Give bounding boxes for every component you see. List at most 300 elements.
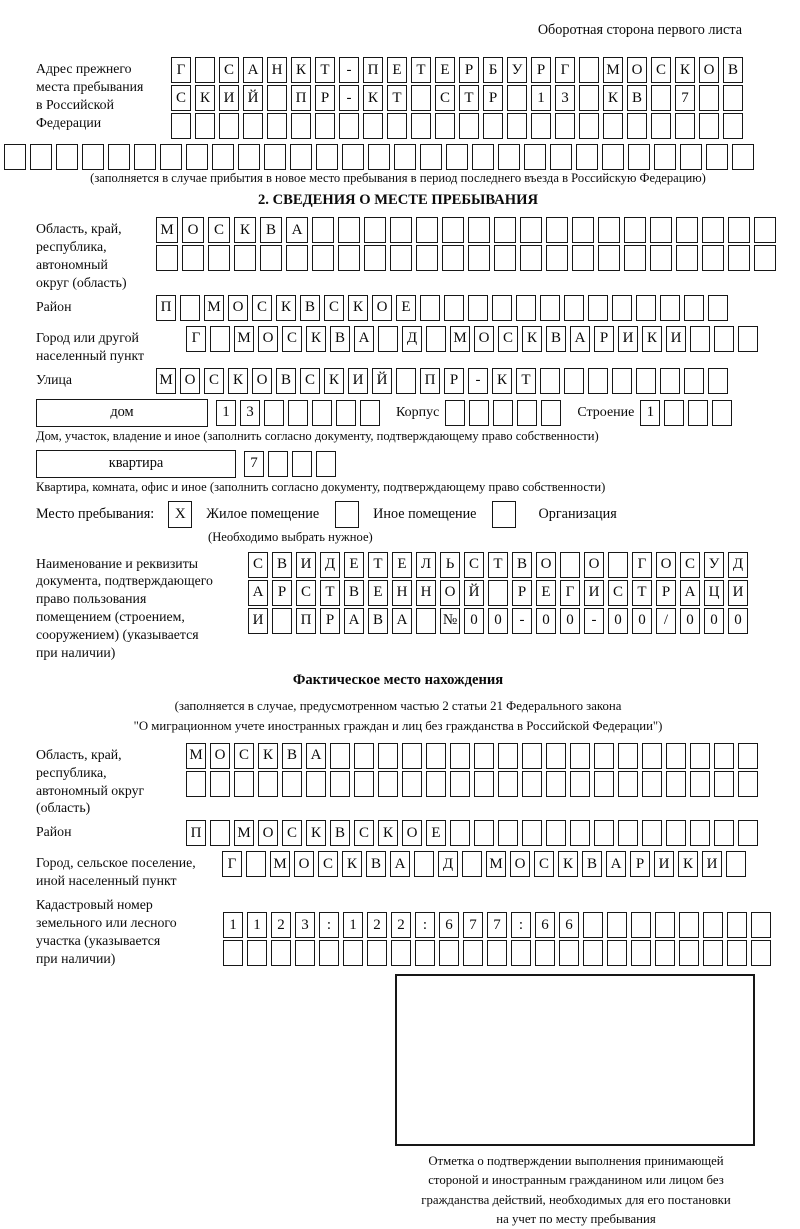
char-cell[interactable]	[727, 940, 747, 966]
char-cell[interactable]: Р	[272, 580, 292, 606]
char-cell[interactable]: К	[276, 295, 296, 321]
char-cell[interactable]	[507, 85, 527, 111]
char-cell[interactable]: Р	[630, 851, 650, 877]
char-cell[interactable]: К	[558, 851, 578, 877]
char-cell[interactable]	[546, 743, 566, 769]
char-cell[interactable]: К	[291, 57, 311, 83]
char-cell[interactable]: С	[464, 552, 484, 578]
char-cell[interactable]: С	[608, 580, 628, 606]
checkbox-organization[interactable]	[492, 501, 516, 528]
char-cell[interactable]	[411, 113, 431, 139]
char-cell[interactable]	[608, 552, 628, 578]
char-cell[interactable]	[493, 400, 513, 426]
char-cell[interactable]	[650, 245, 672, 271]
char-cell[interactable]	[498, 771, 518, 797]
char-cell[interactable]	[598, 245, 620, 271]
char-cell[interactable]: Г	[632, 552, 652, 578]
char-cell[interactable]	[612, 368, 632, 394]
char-cell[interactable]	[246, 851, 266, 877]
char-cell[interactable]: Г	[555, 57, 575, 83]
char-cell[interactable]	[684, 295, 704, 321]
char-cell[interactable]	[655, 912, 675, 938]
char-cell[interactable]	[468, 295, 488, 321]
char-cell[interactable]	[210, 326, 230, 352]
char-cell[interactable]	[469, 400, 489, 426]
char-cell[interactable]	[338, 217, 360, 243]
char-cell[interactable]	[751, 940, 771, 966]
char-cell[interactable]: 0	[488, 608, 508, 634]
char-cell[interactable]: И	[296, 552, 316, 578]
char-cell[interactable]	[714, 771, 734, 797]
char-cell[interactable]: 1	[216, 400, 236, 426]
char-cell[interactable]: О	[656, 552, 676, 578]
char-cell[interactable]	[498, 743, 518, 769]
char-cell[interactable]	[540, 295, 560, 321]
char-cell[interactable]	[450, 771, 470, 797]
char-cell[interactable]	[416, 245, 438, 271]
char-cell[interactable]: С	[282, 326, 302, 352]
char-cell[interactable]: И	[666, 326, 686, 352]
char-cell[interactable]	[378, 771, 398, 797]
char-cell[interactable]: О	[402, 820, 422, 846]
char-cell[interactable]	[474, 771, 494, 797]
char-cell[interactable]	[186, 144, 208, 170]
char-cell[interactable]	[208, 245, 230, 271]
char-cell[interactable]	[624, 217, 646, 243]
char-cell[interactable]	[627, 113, 647, 139]
char-cell[interactable]	[540, 368, 560, 394]
char-cell[interactable]	[522, 771, 542, 797]
char-cell[interactable]	[723, 85, 743, 111]
char-cell[interactable]: А	[606, 851, 626, 877]
char-cell[interactable]	[272, 608, 292, 634]
char-cell[interactable]: 2	[367, 912, 387, 938]
char-cell[interactable]	[343, 940, 363, 966]
char-cell[interactable]: Т	[459, 85, 479, 111]
char-cell[interactable]	[738, 326, 758, 352]
checkbox-other-premises[interactable]	[335, 501, 359, 528]
char-cell[interactable]	[598, 217, 620, 243]
char-cell[interactable]: /	[656, 608, 676, 634]
char-cell[interactable]	[583, 940, 603, 966]
char-cell[interactable]	[754, 245, 776, 271]
char-cell[interactable]: О	[228, 295, 248, 321]
char-cell[interactable]: И	[248, 608, 268, 634]
char-cell[interactable]: Ь	[440, 552, 460, 578]
char-cell[interactable]: И	[702, 851, 722, 877]
char-cell[interactable]: Д	[728, 552, 748, 578]
char-cell[interactable]: 0	[728, 608, 748, 634]
char-cell[interactable]: О	[210, 743, 230, 769]
char-cell[interactable]	[546, 771, 566, 797]
char-cell[interactable]: В	[330, 326, 350, 352]
char-cell[interactable]	[390, 245, 412, 271]
char-cell[interactable]	[594, 771, 614, 797]
char-cell[interactable]: В	[260, 217, 282, 243]
char-cell[interactable]: -	[468, 368, 488, 394]
char-cell[interactable]: О	[510, 851, 530, 877]
char-cell[interactable]	[378, 326, 398, 352]
char-cell[interactable]: С	[204, 368, 224, 394]
char-cell[interactable]	[330, 743, 350, 769]
char-cell[interactable]: Н	[392, 580, 412, 606]
char-cell[interactable]: У	[507, 57, 527, 83]
char-cell[interactable]	[579, 85, 599, 111]
char-cell[interactable]: 7	[463, 912, 483, 938]
char-cell[interactable]	[651, 113, 671, 139]
char-cell[interactable]: Н	[416, 580, 436, 606]
char-cell[interactable]: С	[324, 295, 344, 321]
char-cell[interactable]: В	[300, 295, 320, 321]
char-cell[interactable]	[258, 771, 278, 797]
char-cell[interactable]: 2	[391, 912, 411, 938]
char-cell[interactable]	[342, 144, 364, 170]
char-cell[interactable]	[666, 820, 686, 846]
char-cell[interactable]	[703, 940, 723, 966]
char-cell[interactable]: О	[258, 326, 278, 352]
char-cell[interactable]	[541, 400, 561, 426]
char-cell[interactable]	[628, 144, 650, 170]
char-cell[interactable]	[690, 743, 710, 769]
char-cell[interactable]: В	[627, 85, 647, 111]
char-cell[interactable]	[414, 851, 434, 877]
char-cell[interactable]: Д	[320, 552, 340, 578]
char-cell[interactable]	[631, 912, 651, 938]
char-cell[interactable]: И	[618, 326, 638, 352]
char-cell[interactable]	[588, 295, 608, 321]
char-cell[interactable]: Л	[416, 552, 436, 578]
char-cell[interactable]	[579, 113, 599, 139]
char-cell[interactable]	[282, 771, 302, 797]
char-cell[interactable]: М	[234, 820, 254, 846]
char-cell[interactable]	[732, 144, 754, 170]
char-cell[interactable]: Р	[320, 608, 340, 634]
char-cell[interactable]: Г	[186, 326, 206, 352]
char-cell[interactable]: П	[363, 57, 383, 83]
char-cell[interactable]	[312, 400, 332, 426]
char-cell[interactable]: 7	[675, 85, 695, 111]
char-cell[interactable]: М	[234, 326, 254, 352]
char-cell[interactable]: -	[339, 85, 359, 111]
char-cell[interactable]	[676, 245, 698, 271]
char-cell[interactable]: Р	[594, 326, 614, 352]
char-cell[interactable]	[666, 743, 686, 769]
char-cell[interactable]	[212, 144, 234, 170]
char-cell[interactable]: О	[372, 295, 392, 321]
char-cell[interactable]	[531, 113, 551, 139]
char-cell[interactable]	[396, 368, 416, 394]
char-cell[interactable]	[690, 326, 710, 352]
char-cell[interactable]: А	[243, 57, 263, 83]
char-cell[interactable]	[238, 144, 260, 170]
char-cell[interactable]: С	[252, 295, 272, 321]
char-cell[interactable]	[264, 400, 284, 426]
char-cell[interactable]	[316, 144, 338, 170]
char-cell[interactable]	[338, 245, 360, 271]
char-cell[interactable]: С	[318, 851, 338, 877]
char-cell[interactable]	[219, 113, 239, 139]
char-cell[interactable]	[651, 85, 671, 111]
char-cell[interactable]	[368, 144, 390, 170]
char-cell[interactable]: О	[294, 851, 314, 877]
char-cell[interactable]	[271, 940, 291, 966]
char-cell[interactable]	[247, 940, 267, 966]
char-cell[interactable]	[339, 113, 359, 139]
char-cell[interactable]: С	[680, 552, 700, 578]
char-cell[interactable]: Т	[488, 552, 508, 578]
char-cell[interactable]	[664, 400, 684, 426]
char-cell[interactable]: 6	[439, 912, 459, 938]
char-cell[interactable]	[210, 771, 230, 797]
char-cell[interactable]	[474, 820, 494, 846]
char-cell[interactable]	[243, 113, 263, 139]
char-cell[interactable]	[336, 400, 356, 426]
char-cell[interactable]	[468, 245, 490, 271]
char-cell[interactable]	[360, 400, 380, 426]
char-cell[interactable]: В	[723, 57, 743, 83]
char-cell[interactable]	[666, 771, 686, 797]
char-cell[interactable]	[728, 217, 750, 243]
char-cell[interactable]	[494, 217, 516, 243]
char-cell[interactable]: Р	[656, 580, 676, 606]
char-cell[interactable]	[420, 295, 440, 321]
char-cell[interactable]	[292, 451, 312, 477]
char-cell[interactable]	[688, 400, 708, 426]
char-cell[interactable]	[415, 940, 435, 966]
char-cell[interactable]	[442, 245, 464, 271]
char-cell[interactable]: В	[330, 820, 350, 846]
char-cell[interactable]	[306, 771, 326, 797]
char-cell[interactable]	[751, 912, 771, 938]
char-cell[interactable]	[702, 217, 724, 243]
char-cell[interactable]	[624, 245, 646, 271]
char-cell[interactable]	[679, 912, 699, 938]
char-cell[interactable]: Т	[632, 580, 652, 606]
char-cell[interactable]: 1	[640, 400, 660, 426]
char-cell[interactable]	[650, 217, 672, 243]
char-cell[interactable]: С	[300, 368, 320, 394]
char-cell[interactable]	[268, 451, 288, 477]
char-cell[interactable]: 3	[295, 912, 315, 938]
char-cell[interactable]	[364, 217, 386, 243]
char-cell[interactable]	[363, 113, 383, 139]
char-cell[interactable]	[654, 144, 676, 170]
char-cell[interactable]: Р	[444, 368, 464, 394]
char-cell[interactable]	[708, 368, 728, 394]
char-cell[interactable]: С	[208, 217, 230, 243]
char-cell[interactable]: Е	[368, 580, 388, 606]
char-cell[interactable]	[579, 57, 599, 83]
char-cell[interactable]: А	[354, 326, 374, 352]
char-cell[interactable]	[708, 295, 728, 321]
char-cell[interactable]: :	[319, 912, 339, 938]
char-cell[interactable]: -	[584, 608, 604, 634]
char-cell[interactable]	[754, 217, 776, 243]
char-cell[interactable]	[520, 217, 542, 243]
char-cell[interactable]	[738, 771, 758, 797]
char-cell[interactable]: М	[603, 57, 623, 83]
char-cell[interactable]: К	[363, 85, 383, 111]
char-cell[interactable]	[446, 144, 468, 170]
char-cell[interactable]	[488, 580, 508, 606]
char-cell[interactable]: 0	[536, 608, 556, 634]
char-cell[interactable]: 7	[244, 451, 264, 477]
char-cell[interactable]: С	[171, 85, 191, 111]
char-cell[interactable]	[411, 85, 431, 111]
char-cell[interactable]	[494, 245, 516, 271]
char-cell[interactable]	[442, 217, 464, 243]
char-cell[interactable]: Р	[512, 580, 532, 606]
char-cell[interactable]	[699, 113, 719, 139]
char-cell[interactable]	[210, 820, 230, 846]
char-cell[interactable]	[522, 820, 542, 846]
char-cell[interactable]: И	[728, 580, 748, 606]
char-cell[interactable]	[728, 245, 750, 271]
char-cell[interactable]: Г	[171, 57, 191, 83]
char-cell[interactable]	[354, 743, 374, 769]
char-cell[interactable]	[4, 144, 26, 170]
char-cell[interactable]	[223, 940, 243, 966]
char-cell[interactable]: О	[627, 57, 647, 83]
char-cell[interactable]: С	[248, 552, 268, 578]
char-cell[interactable]	[315, 113, 335, 139]
char-cell[interactable]: В	[546, 326, 566, 352]
char-cell[interactable]: Р	[483, 85, 503, 111]
char-cell[interactable]: А	[390, 851, 410, 877]
char-cell[interactable]: М	[186, 743, 206, 769]
char-cell[interactable]	[450, 820, 470, 846]
char-cell[interactable]	[182, 245, 204, 271]
char-cell[interactable]: У	[704, 552, 724, 578]
char-cell[interactable]	[450, 743, 470, 769]
char-cell[interactable]: П	[420, 368, 440, 394]
char-cell[interactable]: К	[675, 57, 695, 83]
char-cell[interactable]	[267, 113, 287, 139]
char-cell[interactable]: 3	[240, 400, 260, 426]
char-cell[interactable]	[572, 245, 594, 271]
char-cell[interactable]	[560, 552, 580, 578]
char-cell[interactable]	[474, 743, 494, 769]
char-cell[interactable]	[319, 940, 339, 966]
char-cell[interactable]	[564, 368, 584, 394]
char-cell[interactable]: А	[286, 217, 308, 243]
char-cell[interactable]: К	[258, 743, 278, 769]
char-cell[interactable]	[426, 771, 446, 797]
char-cell[interactable]	[56, 144, 78, 170]
char-cell[interactable]	[570, 771, 590, 797]
char-cell[interactable]: О	[699, 57, 719, 83]
char-cell[interactable]	[134, 144, 156, 170]
char-cell[interactable]	[387, 113, 407, 139]
char-cell[interactable]: С	[234, 743, 254, 769]
char-cell[interactable]	[316, 451, 336, 477]
char-cell[interactable]	[594, 820, 614, 846]
char-cell[interactable]: К	[228, 368, 248, 394]
char-cell[interactable]: 1	[247, 912, 267, 938]
char-cell[interactable]	[703, 912, 723, 938]
char-cell[interactable]: М	[450, 326, 470, 352]
char-cell[interactable]: 6	[559, 912, 579, 938]
char-cell[interactable]	[416, 217, 438, 243]
char-cell[interactable]: К	[195, 85, 215, 111]
char-cell[interactable]	[459, 113, 479, 139]
char-cell[interactable]	[642, 820, 662, 846]
char-cell[interactable]	[435, 113, 455, 139]
char-cell[interactable]: К	[603, 85, 623, 111]
char-cell[interactable]	[726, 851, 746, 877]
char-cell[interactable]: Р	[459, 57, 479, 83]
char-cell[interactable]: Т	[315, 57, 335, 83]
char-cell[interactable]	[468, 217, 490, 243]
char-cell[interactable]	[642, 743, 662, 769]
char-cell[interactable]	[234, 771, 254, 797]
char-cell[interactable]: Д	[438, 851, 458, 877]
char-cell[interactable]: Е	[396, 295, 416, 321]
char-cell[interactable]: М	[156, 368, 176, 394]
char-cell[interactable]: С	[498, 326, 518, 352]
char-cell[interactable]	[675, 113, 695, 139]
char-cell[interactable]	[738, 743, 758, 769]
char-cell[interactable]	[636, 368, 656, 394]
char-cell[interactable]: Г	[222, 851, 242, 877]
char-cell[interactable]: Е	[344, 552, 364, 578]
char-cell[interactable]: К	[234, 217, 256, 243]
char-cell[interactable]	[684, 368, 704, 394]
char-cell[interactable]: И	[654, 851, 674, 877]
char-cell[interactable]	[498, 144, 520, 170]
char-cell[interactable]	[706, 144, 728, 170]
char-cell[interactable]: 7	[487, 912, 507, 938]
char-cell[interactable]: 1	[531, 85, 551, 111]
char-cell[interactable]: А	[570, 326, 590, 352]
char-cell[interactable]	[354, 771, 374, 797]
char-cell[interactable]: Р	[531, 57, 551, 83]
char-cell[interactable]: П	[186, 820, 206, 846]
char-cell[interactable]: Р	[315, 85, 335, 111]
char-cell[interactable]: Е	[392, 552, 412, 578]
char-cell[interactable]	[564, 295, 584, 321]
char-cell[interactable]: О	[182, 217, 204, 243]
char-cell[interactable]	[108, 144, 130, 170]
char-cell[interactable]	[603, 113, 623, 139]
char-cell[interactable]	[727, 912, 747, 938]
char-cell[interactable]: А	[392, 608, 412, 634]
char-cell[interactable]	[517, 400, 537, 426]
char-cell[interactable]: В	[512, 552, 532, 578]
char-cell[interactable]	[594, 743, 614, 769]
char-cell[interactable]: П	[291, 85, 311, 111]
char-cell[interactable]	[507, 113, 527, 139]
char-cell[interactable]	[290, 144, 312, 170]
char-cell[interactable]	[660, 295, 680, 321]
char-cell[interactable]	[714, 326, 734, 352]
char-cell[interactable]	[546, 820, 566, 846]
char-cell[interactable]	[472, 144, 494, 170]
char-cell[interactable]: А	[344, 608, 364, 634]
char-cell[interactable]: Е	[387, 57, 407, 83]
char-cell[interactable]: К	[324, 368, 344, 394]
char-cell[interactable]	[738, 820, 758, 846]
char-cell[interactable]	[699, 85, 719, 111]
char-cell[interactable]	[312, 217, 334, 243]
char-cell[interactable]	[702, 245, 724, 271]
char-cell[interactable]	[680, 144, 702, 170]
char-cell[interactable]: С	[354, 820, 374, 846]
char-cell[interactable]: О	[474, 326, 494, 352]
char-cell[interactable]: П	[156, 295, 176, 321]
char-cell[interactable]	[445, 400, 465, 426]
char-cell[interactable]	[714, 743, 734, 769]
